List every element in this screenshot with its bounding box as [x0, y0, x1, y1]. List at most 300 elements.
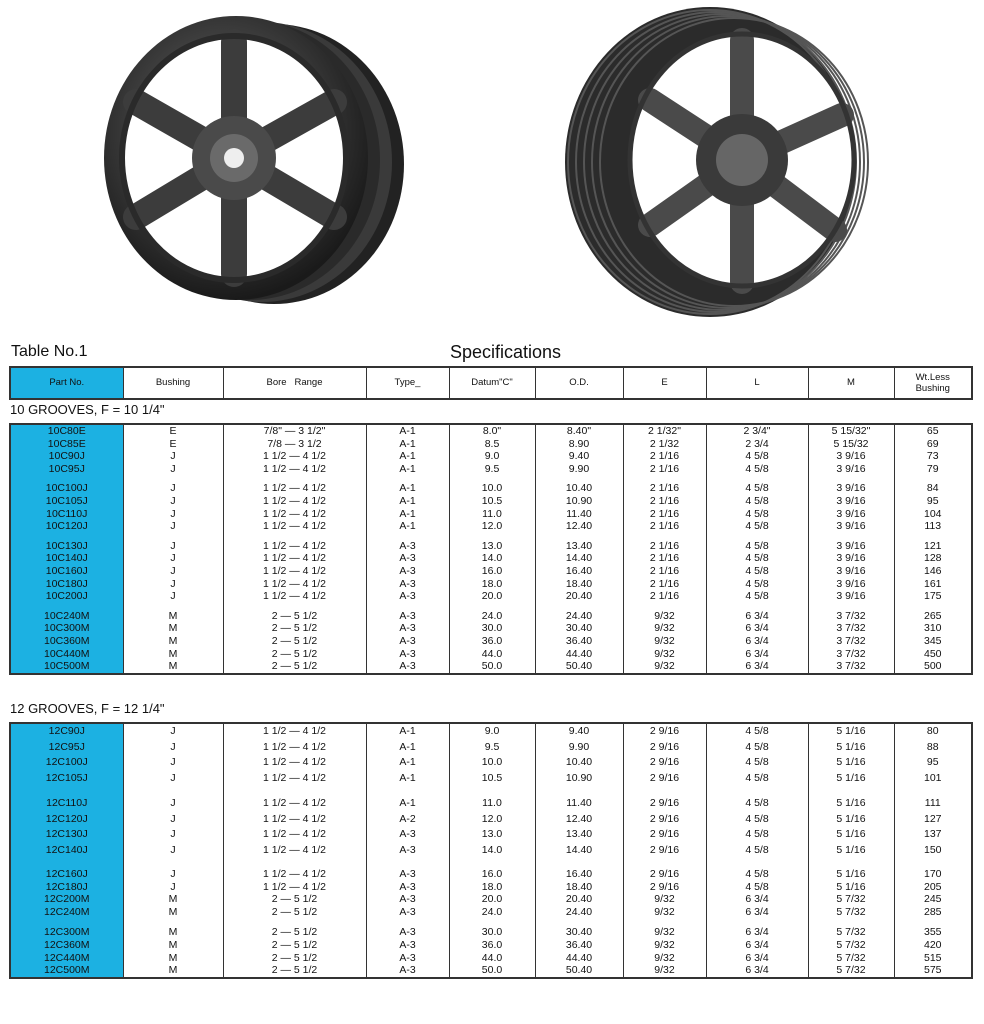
cell-e: 9/32 — [623, 906, 706, 919]
cell-l: 6 3/4 — [706, 906, 808, 919]
group-spacer — [10, 533, 972, 540]
cell-datum-c: 18.0 — [449, 881, 535, 894]
spacer-cell — [123, 858, 223, 868]
cell-datum-c: 16.0 — [449, 868, 535, 881]
cell-l: 6 3/4 — [706, 964, 808, 978]
cell-e: 2 9/16 — [623, 771, 706, 787]
cell-type: A-1 — [366, 520, 449, 533]
table-row — [10, 552, 972, 565]
cell-datum-c: 13.0 — [449, 540, 535, 553]
cell-bore-range: 1 1/2 — 4 1/2 — [223, 450, 366, 463]
section-label-10-grooves: 10 GROOVES, F = 10 1/4" — [10, 402, 165, 417]
cell-m: 5 1/16 — [808, 881, 894, 894]
cell-e: 9/32 — [623, 939, 706, 952]
cell-weight: 137 — [894, 827, 972, 843]
spacer-cell — [449, 858, 535, 868]
table-row — [10, 796, 972, 812]
spacer-cell — [223, 786, 366, 796]
cell-type: A-3 — [366, 939, 449, 952]
cell-part-no: 12C95J — [10, 740, 123, 756]
cell-l: 4 5/8 — [706, 590, 808, 603]
table-row — [10, 648, 972, 661]
cell-weight: 175 — [894, 590, 972, 603]
cell-bushing: M — [123, 964, 223, 978]
cell-part-no: 12C360M — [10, 939, 123, 952]
cell-e: 2 9/16 — [623, 723, 706, 740]
cell-bushing: J — [123, 450, 223, 463]
cell-weight: 161 — [894, 578, 972, 591]
spacer-cell — [808, 475, 894, 482]
cell-bore-range: 2 — 5 1/2 — [223, 893, 366, 906]
cell-type: A-1 — [366, 755, 449, 771]
cell-m: 3 9/16 — [808, 463, 894, 476]
spacer-cell — [706, 475, 808, 482]
cell-weight: 500 — [894, 660, 972, 674]
cell-type: A-1 — [366, 463, 449, 476]
cell-l: 6 3/4 — [706, 952, 808, 965]
cell-datum-c: 14.0 — [449, 552, 535, 565]
cell-type: A-3 — [366, 590, 449, 603]
spacer-cell — [223, 475, 366, 482]
cell-od: 50.40 — [535, 964, 623, 978]
spacer-cell — [894, 475, 972, 482]
cell-m: 3 7/32 — [808, 635, 894, 648]
cell-bore-range: 2 — 5 1/2 — [223, 610, 366, 623]
cell-bushing: M — [123, 622, 223, 635]
spacer-cell — [535, 918, 623, 926]
cell-datum-c: 36.0 — [449, 635, 535, 648]
cell-part-no: 10C105J — [10, 495, 123, 508]
cell-type: A-3 — [366, 565, 449, 578]
cell-part-no: 12C500M — [10, 964, 123, 978]
cell-bore-range: 1 1/2 — 4 1/2 — [223, 565, 366, 578]
cell-od: 8.40" — [535, 424, 623, 438]
cell-l: 4 5/8 — [706, 796, 808, 812]
cell-m: 5 1/16 — [808, 771, 894, 787]
cell-type: A-1 — [366, 482, 449, 495]
cell-type: A-3 — [366, 881, 449, 894]
cell-od: 36.40 — [535, 635, 623, 648]
cell-weight: 84 — [894, 482, 972, 495]
table-row — [10, 463, 972, 476]
cell-od: 10.40 — [535, 755, 623, 771]
cell-bore-range: 1 1/2 — 4 1/2 — [223, 827, 366, 843]
cell-weight: 65 — [894, 424, 972, 438]
cell-type: A-3 — [366, 610, 449, 623]
cell-bushing: M — [123, 906, 223, 919]
cell-m: 5 7/32 — [808, 906, 894, 919]
cell-weight: 111 — [894, 796, 972, 812]
cell-l: 4 5/8 — [706, 450, 808, 463]
cell-m: 3 7/32 — [808, 660, 894, 674]
cell-od: 10.90 — [535, 495, 623, 508]
cell-e: 2 9/16 — [623, 827, 706, 843]
cell-part-no: 10C300M — [10, 622, 123, 635]
cell-e: 2 9/16 — [623, 796, 706, 812]
cell-e: 2 1/16 — [623, 540, 706, 553]
cell-m: 5 7/32 — [808, 952, 894, 965]
spacer-cell — [123, 603, 223, 610]
col-header-m: M — [808, 367, 894, 399]
cell-part-no: 10C90J — [10, 450, 123, 463]
cell-bushing: J — [123, 796, 223, 812]
cell-od: 44.40 — [535, 952, 623, 965]
cell-bushing: J — [123, 482, 223, 495]
cell-l: 6 3/4 — [706, 648, 808, 661]
cell-l: 4 5/8 — [706, 508, 808, 521]
spacer-cell — [123, 533, 223, 540]
cell-bushing: J — [123, 755, 223, 771]
cell-type: A-3 — [366, 843, 449, 859]
cell-bushing: M — [123, 893, 223, 906]
cell-od: 12.40 — [535, 812, 623, 828]
spacer-cell — [894, 858, 972, 868]
table-row — [10, 723, 972, 740]
cell-od: 20.40 — [535, 893, 623, 906]
cell-l: 4 5/8 — [706, 881, 808, 894]
cell-e: 2 1/16 — [623, 552, 706, 565]
cell-od: 12.40 — [535, 520, 623, 533]
cell-datum-c: 30.0 — [449, 622, 535, 635]
cell-datum-c: 11.0 — [449, 796, 535, 812]
cell-od: 9.40 — [535, 723, 623, 740]
cell-part-no: 12C105J — [10, 771, 123, 787]
cell-weight: 127 — [894, 812, 972, 828]
cell-od: 16.40 — [535, 868, 623, 881]
table-row — [10, 881, 972, 894]
cell-weight: 355 — [894, 926, 972, 939]
cell-type: A-1 — [366, 495, 449, 508]
table-row — [10, 424, 972, 438]
cell-datum-c: 30.0 — [449, 926, 535, 939]
spacer-cell — [894, 533, 972, 540]
table-row — [10, 926, 972, 939]
spacer-cell — [808, 918, 894, 926]
cell-weight: 104 — [894, 508, 972, 521]
cell-weight: 101 — [894, 771, 972, 787]
cell-datum-c: 13.0 — [449, 827, 535, 843]
cell-l: 4 5/8 — [706, 723, 808, 740]
cell-bore-range: 1 1/2 — 4 1/2 — [223, 540, 366, 553]
cell-l: 4 5/8 — [706, 827, 808, 843]
cell-od: 11.40 — [535, 508, 623, 521]
table-row — [10, 520, 972, 533]
cell-datum-c: 9.5 — [449, 740, 535, 756]
col-header-bushing: Bushing — [123, 367, 223, 399]
cell-od: 10.40 — [535, 482, 623, 495]
cell-bore-range: 1 1/2 — 4 1/2 — [223, 723, 366, 740]
table-row — [10, 893, 972, 906]
cell-datum-c: 20.0 — [449, 893, 535, 906]
cell-m: 3 9/16 — [808, 520, 894, 533]
cell-type: A-3 — [366, 540, 449, 553]
cell-od: 50.40 — [535, 660, 623, 674]
table-row — [10, 771, 972, 787]
cell-m: 5 1/16 — [808, 723, 894, 740]
cell-datum-c: 18.0 — [449, 578, 535, 591]
cell-m: 3 9/16 — [808, 590, 894, 603]
cell-datum-c: 24.0 — [449, 906, 535, 919]
table-row — [10, 450, 972, 463]
cell-weight: 69 — [894, 438, 972, 451]
col-header-datum-c: Datum"C" — [449, 367, 535, 399]
spacer-cell — [10, 533, 123, 540]
cell-type: A-1 — [366, 438, 449, 451]
table-row — [10, 843, 972, 859]
spacer-cell — [223, 918, 366, 926]
cell-weight: 73 — [894, 450, 972, 463]
cell-part-no: 10C440M — [10, 648, 123, 661]
spacer-cell — [449, 475, 535, 482]
cell-weight: 113 — [894, 520, 972, 533]
cell-part-no: 10C180J — [10, 578, 123, 591]
cell-e: 9/32 — [623, 635, 706, 648]
cell-m: 5 15/32" — [808, 424, 894, 438]
cell-bushing: J — [123, 578, 223, 591]
cell-weight: 310 — [894, 622, 972, 635]
table-row — [10, 939, 972, 952]
cell-weight: 420 — [894, 939, 972, 952]
cell-part-no: 10C360M — [10, 635, 123, 648]
cell-datum-c: 8.5 — [449, 438, 535, 451]
cell-type: A-2 — [366, 812, 449, 828]
spacer-cell — [223, 533, 366, 540]
cell-m: 5 1/16 — [808, 755, 894, 771]
cell-od: 9.90 — [535, 740, 623, 756]
table-row — [10, 827, 972, 843]
col-header-weight: Wt.Less Bushing — [894, 367, 972, 399]
table-row — [10, 482, 972, 495]
cell-e: 2 1/16 — [623, 565, 706, 578]
spacer-cell — [123, 918, 223, 926]
cell-bushing: J — [123, 508, 223, 521]
cell-od: 10.90 — [535, 771, 623, 787]
cell-weight: 170 — [894, 868, 972, 881]
col-header-e: E — [623, 367, 706, 399]
cell-bushing: M — [123, 610, 223, 623]
table-row — [10, 438, 972, 451]
cell-part-no: 10C130J — [10, 540, 123, 553]
spacer-cell — [706, 858, 808, 868]
table-row — [10, 610, 972, 623]
cell-datum-c: 10.5 — [449, 495, 535, 508]
cell-bore-range: 2 — 5 1/2 — [223, 648, 366, 661]
cell-e: 9/32 — [623, 964, 706, 978]
cell-datum-c: 20.0 — [449, 590, 535, 603]
cell-weight: 146 — [894, 565, 972, 578]
cell-bushing: J — [123, 565, 223, 578]
table-row — [10, 635, 972, 648]
cell-bushing: M — [123, 939, 223, 952]
cell-l: 6 3/4 — [706, 660, 808, 674]
cell-part-no: 10C80E — [10, 424, 123, 438]
cell-bushing: J — [123, 827, 223, 843]
sheave-photo-left — [84, 2, 414, 314]
group-spacer — [10, 786, 972, 796]
cell-datum-c: 10.0 — [449, 482, 535, 495]
spacer-cell — [223, 603, 366, 610]
cell-od: 14.40 — [535, 843, 623, 859]
cell-e: 2 9/16 — [623, 755, 706, 771]
spacer-cell — [449, 918, 535, 926]
spec-table-12-grooves — [9, 722, 973, 979]
cell-m: 3 7/32 — [808, 622, 894, 635]
spacer-cell — [623, 858, 706, 868]
group-spacer — [10, 918, 972, 926]
cell-od: 13.40 — [535, 540, 623, 553]
cell-part-no: 10C85E — [10, 438, 123, 451]
cell-weight: 150 — [894, 843, 972, 859]
cell-bore-range: 1 1/2 — 4 1/2 — [223, 520, 366, 533]
spacer-cell — [623, 475, 706, 482]
cell-part-no: 10C140J — [10, 552, 123, 565]
cell-part-no: 12C110J — [10, 796, 123, 812]
cell-part-no: 12C440M — [10, 952, 123, 965]
spacer-cell — [366, 533, 449, 540]
cell-bushing: J — [123, 843, 223, 859]
cell-bushing: J — [123, 520, 223, 533]
cell-od: 30.40 — [535, 622, 623, 635]
cell-od: 36.40 — [535, 939, 623, 952]
cell-bore-range: 1 1/2 — 4 1/2 — [223, 590, 366, 603]
cell-bore-range: 2 — 5 1/2 — [223, 926, 366, 939]
cell-bushing: J — [123, 812, 223, 828]
cell-type: A-3 — [366, 827, 449, 843]
spacer-cell — [894, 786, 972, 796]
cell-od: 18.40 — [535, 578, 623, 591]
cell-bushing: J — [123, 495, 223, 508]
cell-od: 8.90 — [535, 438, 623, 451]
cell-l: 4 5/8 — [706, 463, 808, 476]
cell-bushing: M — [123, 952, 223, 965]
cell-weight: 450 — [894, 648, 972, 661]
cell-part-no: 10C110J — [10, 508, 123, 521]
spacer-cell — [366, 603, 449, 610]
cell-datum-c: 44.0 — [449, 952, 535, 965]
cell-bore-range: 1 1/2 — 4 1/2 — [223, 463, 366, 476]
spacer-cell — [366, 786, 449, 796]
cell-od: 30.40 — [535, 926, 623, 939]
cell-e: 2 1/16 — [623, 578, 706, 591]
cell-e: 9/32 — [623, 622, 706, 635]
cell-type: A-3 — [366, 648, 449, 661]
spacer-cell — [449, 533, 535, 540]
cell-weight: 95 — [894, 755, 972, 771]
cell-od: 24.40 — [535, 610, 623, 623]
cell-datum-c: 24.0 — [449, 610, 535, 623]
cell-e: 2 1/16 — [623, 508, 706, 521]
cell-datum-c: 36.0 — [449, 939, 535, 952]
cell-e: 2 9/16 — [623, 812, 706, 828]
table-row — [10, 622, 972, 635]
cell-m: 3 9/16 — [808, 508, 894, 521]
cell-type: A-3 — [366, 906, 449, 919]
cell-od: 44.40 — [535, 648, 623, 661]
cell-type: A-1 — [366, 796, 449, 812]
cell-weight: 79 — [894, 463, 972, 476]
cell-datum-c: 50.0 — [449, 660, 535, 674]
cell-bushing: M — [123, 648, 223, 661]
cell-m: 5 1/16 — [808, 740, 894, 756]
cell-type: A-1 — [366, 771, 449, 787]
cell-weight: 575 — [894, 964, 972, 978]
cell-l: 2 3/4 — [706, 438, 808, 451]
spacer-cell — [123, 786, 223, 796]
cell-l: 4 5/8 — [706, 868, 808, 881]
cell-bore-range: 1 1/2 — 4 1/2 — [223, 552, 366, 565]
cell-part-no: 10C160J — [10, 565, 123, 578]
cell-part-no: 10C100J — [10, 482, 123, 495]
col-header-l: L — [706, 367, 808, 399]
cell-l: 4 5/8 — [706, 740, 808, 756]
table-row — [10, 508, 972, 521]
cell-e: 2 1/32 — [623, 438, 706, 451]
spacer-cell — [706, 786, 808, 796]
cell-od: 9.40 — [535, 450, 623, 463]
table-row — [10, 964, 972, 978]
cell-bore-range: 2 — 5 1/2 — [223, 964, 366, 978]
spacer-cell — [894, 918, 972, 926]
cell-od: 20.40 — [535, 590, 623, 603]
spacer-cell — [535, 786, 623, 796]
cell-bore-range: 2 — 5 1/2 — [223, 906, 366, 919]
cell-part-no: 10C500M — [10, 660, 123, 674]
cell-od: 24.40 — [535, 906, 623, 919]
spacer-cell — [623, 786, 706, 796]
cell-part-no: 12C90J — [10, 723, 123, 740]
cell-m: 3 9/16 — [808, 450, 894, 463]
cell-l: 6 3/4 — [706, 926, 808, 939]
cell-type: A-3 — [366, 893, 449, 906]
cell-e: 9/32 — [623, 952, 706, 965]
spacer-cell — [10, 475, 123, 482]
spacer-cell — [706, 918, 808, 926]
spacer-cell — [623, 918, 706, 926]
cell-od: 9.90 — [535, 463, 623, 476]
cell-l: 4 5/8 — [706, 755, 808, 771]
table-row — [10, 660, 972, 674]
cell-type: A-1 — [366, 740, 449, 756]
cell-bore-range: 1 1/2 — 4 1/2 — [223, 812, 366, 828]
cell-bushing: J — [123, 881, 223, 894]
spacer-cell — [535, 858, 623, 868]
cell-m: 5 1/16 — [808, 843, 894, 859]
cell-weight: 265 — [894, 610, 972, 623]
table-row — [10, 565, 972, 578]
spacer-cell — [223, 858, 366, 868]
cell-type: A-3 — [366, 552, 449, 565]
cell-part-no: 10C240M — [10, 610, 123, 623]
cell-m: 5 7/32 — [808, 926, 894, 939]
cell-weight: 88 — [894, 740, 972, 756]
cell-m: 3 9/16 — [808, 565, 894, 578]
cell-m: 5 1/16 — [808, 812, 894, 828]
cell-l: 4 5/8 — [706, 771, 808, 787]
cell-l: 4 5/8 — [706, 578, 808, 591]
cell-bushing: J — [123, 740, 223, 756]
cell-e: 2 1/16 — [623, 520, 706, 533]
cell-bushing: J — [123, 463, 223, 476]
cell-type: A-3 — [366, 926, 449, 939]
spacer-cell — [535, 533, 623, 540]
cell-m: 5 15/32 — [808, 438, 894, 451]
cell-m: 3 9/16 — [808, 495, 894, 508]
cell-datum-c: 44.0 — [449, 648, 535, 661]
cell-l: 6 3/4 — [706, 635, 808, 648]
cell-weight: 121 — [894, 540, 972, 553]
cell-m: 5 1/16 — [808, 868, 894, 881]
group-spacer — [10, 475, 972, 482]
